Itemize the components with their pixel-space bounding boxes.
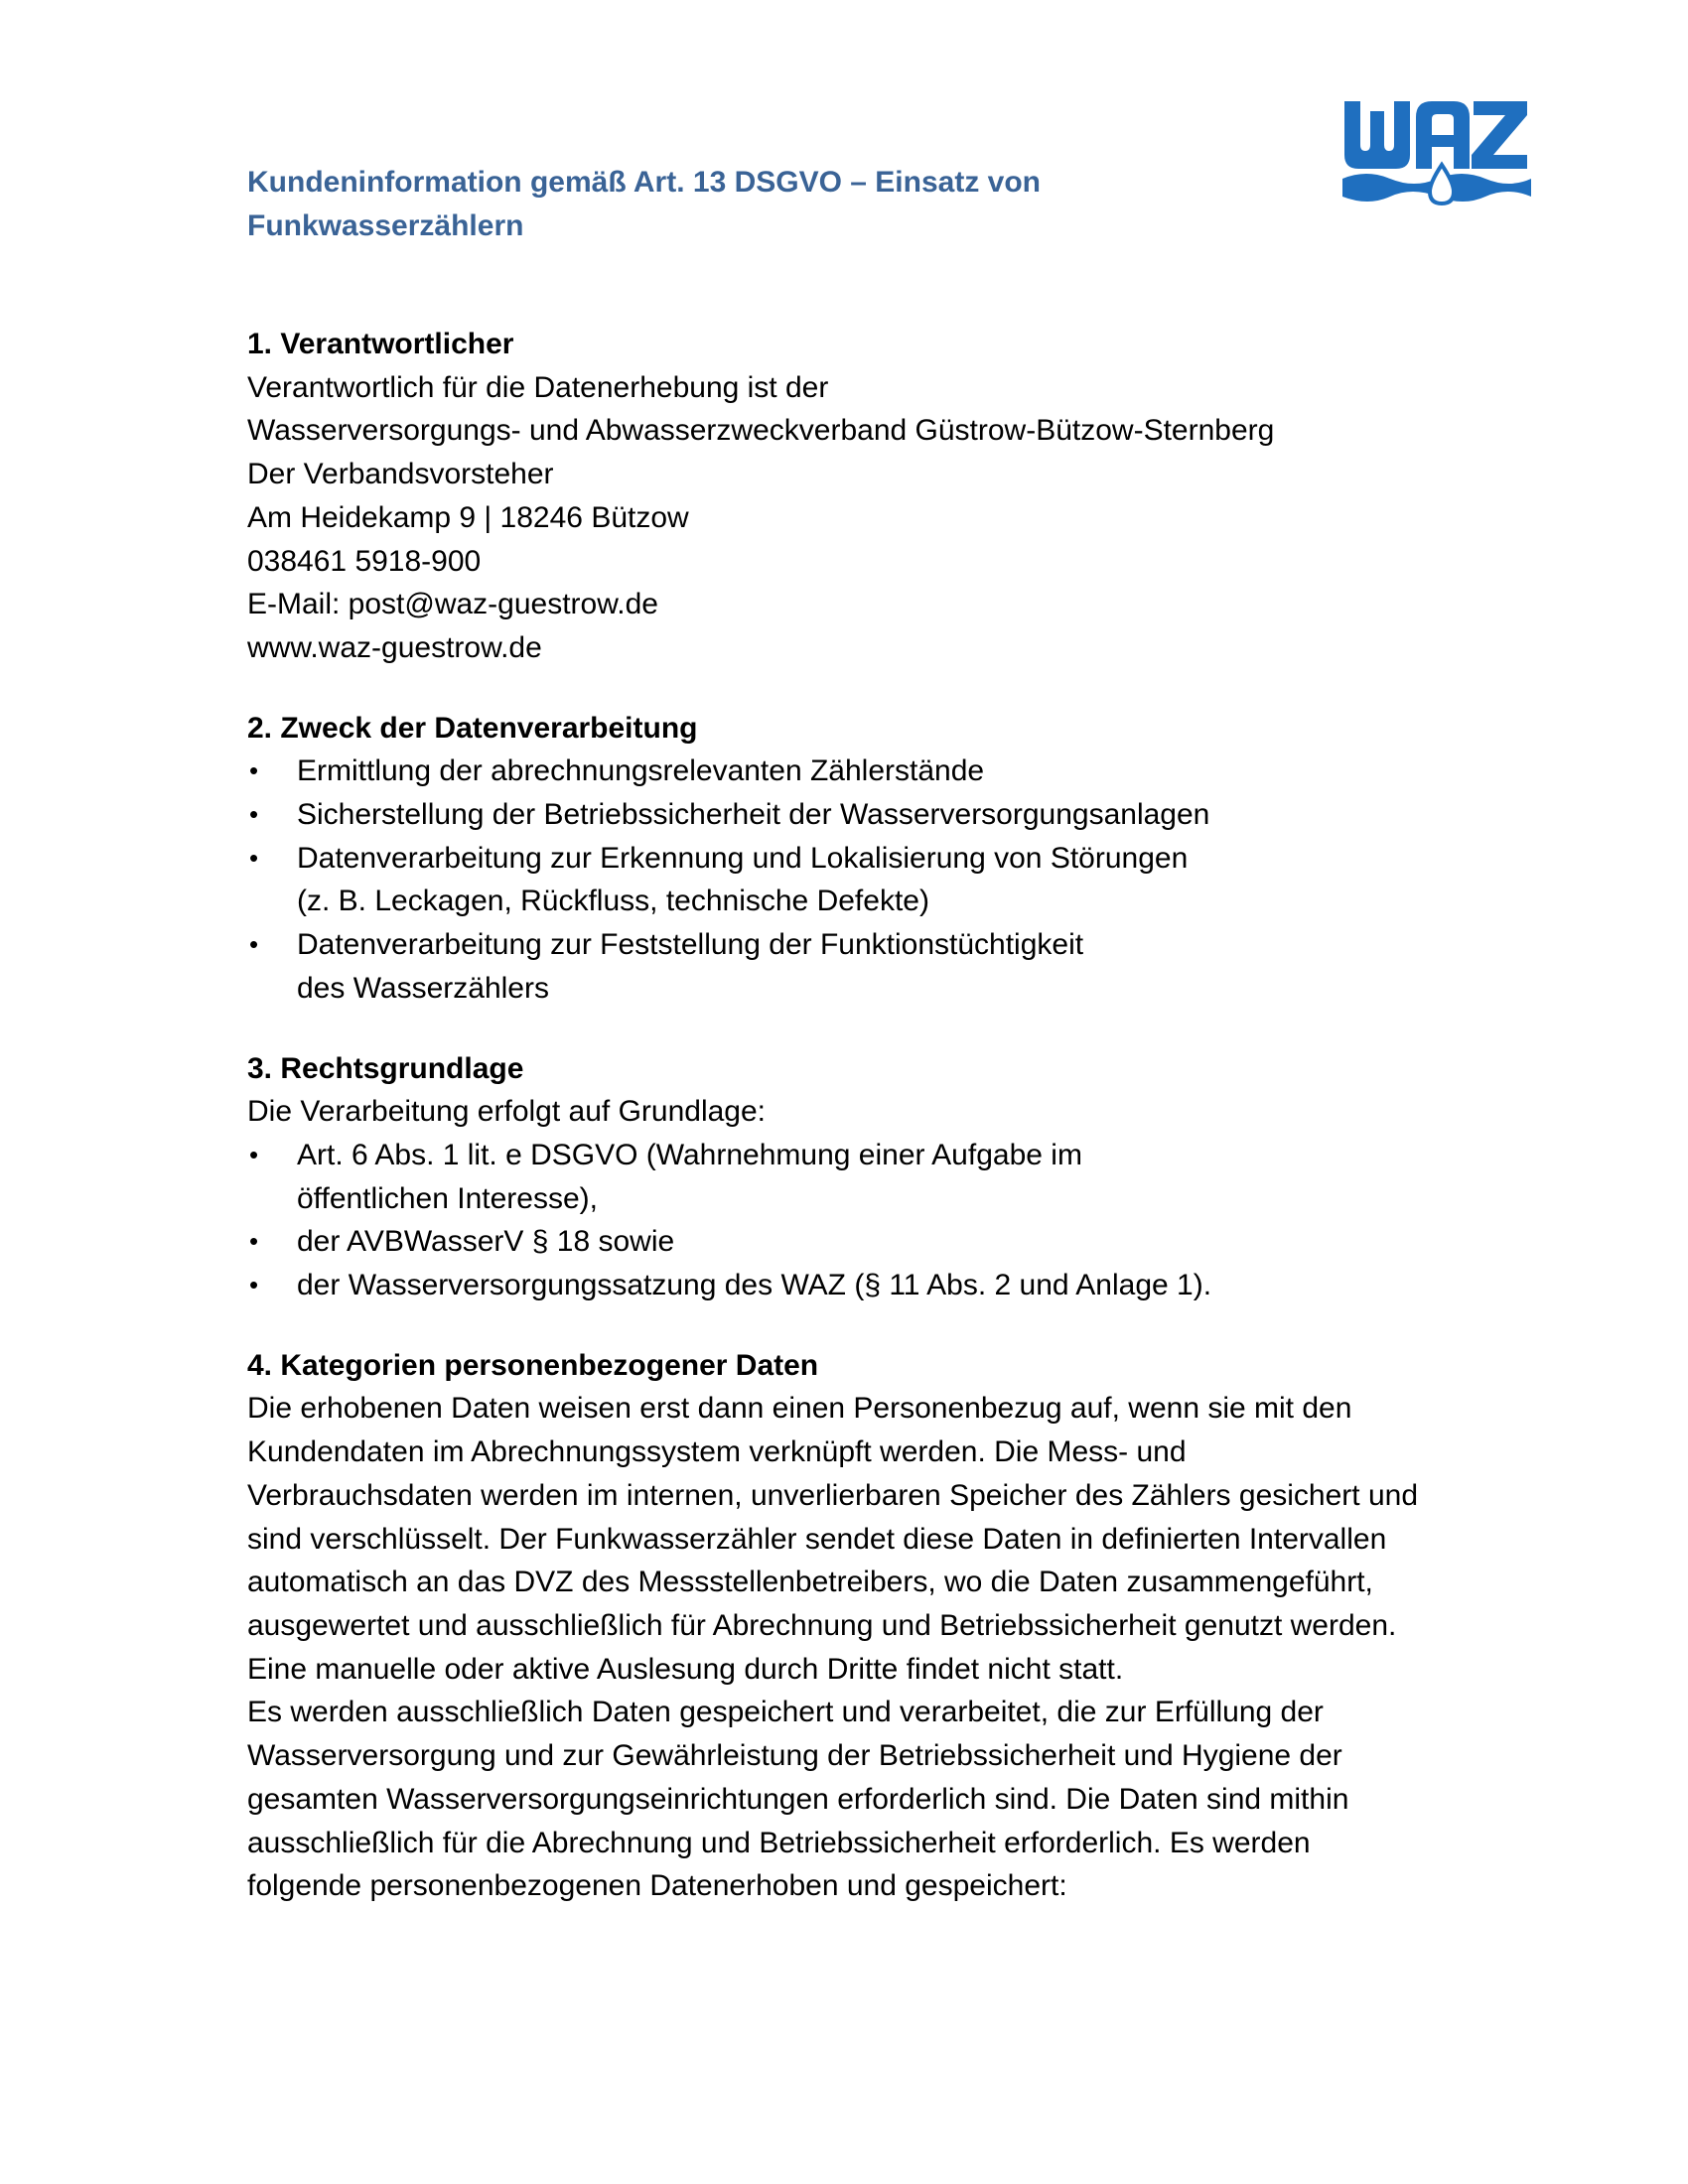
title-line-1: Kundeninformation gemäß Art. 13 DSGVO – Einsatz von: [247, 166, 1041, 199]
section-heading: 1. Verantwortlicher: [247, 328, 514, 360]
bullet-list: [247, 750, 1498, 1010]
list-item: • der Wasserversorgungssatzung des WAZ (§ 11 Abs. 2 und Anlage 1).: [247, 1264, 1498, 1307]
email-address: E-Mail: post@waz-guestrow.de: [247, 588, 658, 621]
section-verantwortlicher: [247, 323, 1498, 670]
organization-name: Wasserversorgungs- und Abwasserzweckverband Güstrow-Bützow-Sternberg: [247, 414, 1275, 448]
text-line: Der Verbandsvorsteher: [247, 458, 554, 491]
phone-number: 038461 5918-900: [247, 544, 482, 578]
list-item: • der AVBWasserV § 18 sowie: [247, 1220, 1498, 1264]
website-link: www.waz-guestrow.de: [247, 630, 542, 664]
list-item: • Art. 6 Abs. 1 lit. e DSGVO (Wahrnehmung einer Aufgabe im öffentlichen Interesse),: [247, 1134, 1498, 1220]
list-item: • Sicherstellung der Betriebssicherheit der Wasserversorgungsanlagen: [247, 793, 1498, 837]
section-heading: 2. Zweck der Datenverarbeitung: [247, 711, 698, 745]
paragraph: Die erhobenen Daten weisen erst dann einen Personenbezug auf, wenn sie mit den Kundendaten im Abrechnungssystem verknüpft werden. Die Mess- und Verbrauchsdaten werden im internen, unverlierbaren Speicher des Zählers gesichert und sind verschlüsselt. Der Funkwasserzähler sendet diese Daten in definierten Intervallen automatisch an das DVZ des Messstellenbetreibers, wo die Daten zusammengeführt, ausgewertet und ausschließlich für Abrechnung und Betriebssicherheit genutzt werden. Eine manuelle oder aktive Auslesung durch Dritte findet nicht statt.: [247, 1392, 1419, 1686]
title-line-2: Funkwasserzählern: [247, 209, 524, 242]
section-intro: Die Verarbeitung erfolgt auf Grundlage:: [247, 1095, 766, 1129]
address: Am Heidekamp 9 | 18246 Bützow: [247, 500, 689, 534]
section-heading: 4. Kategorien personenbezogener Daten: [247, 1348, 819, 1382]
section-rechtsgrundlage: [247, 1047, 1498, 1307]
list-item: • Ermittlung der abrechnungsrelevanten Zählerstände: [247, 750, 1498, 793]
paragraph: Es werden ausschließlich Daten gespeichert und verarbeitet, die zur Erfüllung der Wasserversorgung und zur Gewährleistung der Betriebssicherheit und Hygiene der gesamten Wasserversorgungseinrichtungen erforderlich sind. Die Daten sind mithin ausschließlich für die Abrechnung und Betriebssicherheit erforderlich. Es werden folgende personenbezogenen Datenerhoben und gespeichert:: [247, 1696, 1349, 1903]
water-drop-waves-icon: [1342, 95, 1531, 209]
page-title: [247, 161, 1240, 248]
document-body: [247, 323, 1498, 1908]
section-zweck: [247, 707, 1498, 1011]
section-kategorien: [247, 1344, 1498, 1908]
section-heading: 3. Rechtsgrundlage: [247, 1051, 524, 1085]
list-item: • Datenverarbeitung zur Erkennung und Lokalisierung von Störungen (z. B. Leckagen, Rückfluss, technische Defekte): [247, 837, 1498, 923]
bullet-list: [247, 1134, 1498, 1307]
text-line: Verantwortlich für die Datenerhebung ist der: [247, 370, 829, 404]
list-item: • Datenverarbeitung zur Feststellung der Funktionstüchtigkeit des Wasserzählers: [247, 923, 1498, 1010]
waz-logo: [1342, 95, 1531, 209]
